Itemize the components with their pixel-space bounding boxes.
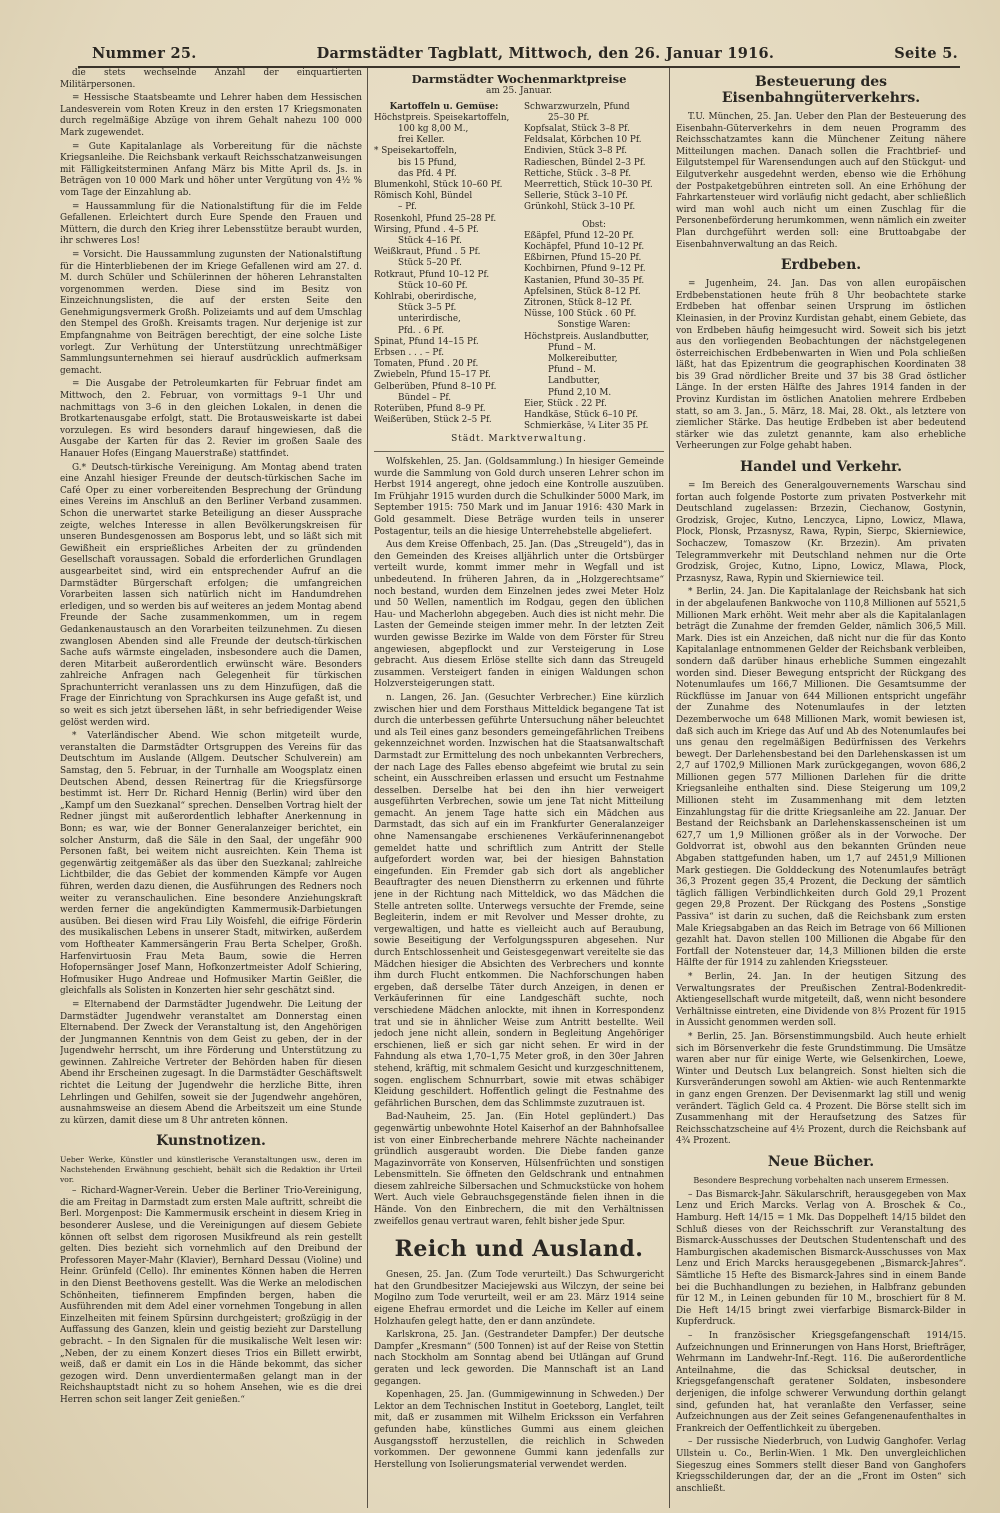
article-paragraph: Aus dem Kreise Offenbach, 25. Jan. (Das „Streugeld“), das in den Gemeinden des Kreises alljährlich unter die Ortsbürger verteilt wurde, kommt immer mehr in Wegfall und ist unbedeutend. In früheren Jahren, da in „Holzgerechtsame“ noch bestand, wurden dem Einzelnen jedes zwei Meter Holz und 50 Wellen, namentlich im Rodgau, gegen den üblichen Hau- und Macherlohn abgegeben. Auch dies ist nicht mehr. Die Lasten der Gemeinde steigen immer mehr. In der letzten Zeit wurden gewisse Bezirke im Walde von dem Förster für Streu angewiesen, abgepflockt und zur Versteigerung in Lose gebracht. Aus diesem Erlöse stellte sich dann das Streugeld zusammen. Versteigert fanden in einigen Waldungen schon Holzversteigerungen statt. <box>374 540 664 690</box>
market-price-line: Stück 4–16 Pf. <box>398 236 462 247</box>
regional-news-articles <box>374 457 664 1228</box>
article-paragraph: – Das Bismarck-Jahr. Säkularschrift, herausgegeben von Max Lenz und Erich Marcks. Verlag von A. Broschek & Co., Hamburg. Heft 14/15 = 1 Mk. Das Doppelheft 14/15 bildet den Schluß dieses von der Reichsschrift zur Veranstaltung des Bismarck-Ausschusses der Deutschen Studentenschaft und des Hamburgischen akademischen Bismarck-Ausschusses von Max Lenz und Erich Marcks herausgegebenen „Bismarck-Jahres“. Sämtliche 15 Hefte des Bismarck-Jahres sind in einem Bande bei die Buchhandlungen zu beziehen, in Halbfranz gebunden für 12 M., in Leinen gebunden für 10 M., broschiert für 8 M. Die Heft 14/15 bringt zwei vierfarbige Bismarck-Bilder in Kupferdruck. <box>676 1189 966 1328</box>
article-paragraph: * Vaterländischer Abend. Wie schon mitgeteilt wurde, veranstalten die Darmstädter Ortsgruppen des Vereins für das Deutschtum im Auslande (Allgem. Deutscher Schulverein) am Samstag, den 5. Februar, in der Turnhalle am Woogsplatz einen Deutschen Abend, dessen Reinertrag für die Kriegsfürsorge bestimmt ist. Herr Dr. Richard Hennig (Berlin) wird über den „Kampf um den Suezkanal“ sprechen. Denselben Vortrag hielt der Redner jüngst mit außerordentlich lebhafter Anerkennung in Bonn; es war, wie der Bonner Generalanzeiger berichtet, ein solcher Ansturm, daß die Säle in den Saal, der ungefähr 900 Personen faßt, bei weitem nicht ausreichten. Kein Thema ist gegenwärtig zeitgemäßer als das über den Suezkanal; zahlreiche Lichtbilder, die das Gebiet der kommenden Kämpfe vor Augen führen, werden dazu dienen, die Ausführungen des Redners noch weiter zu veranschaulichen. Eine besondere Anziehungskraft werden ferner die angekündigten Kammermusik-Darbietungen ausüben. Bei diesen wird Frau Lily Woisfehl, die eifrige Förderin des musikalischen Lebens in unserer Stadt, mitwirken, außerdem vom Hoftheater Kammersängerin Frau Berta Schelper, Großh. Harfenvirtuosin Frau Meta Baum, sowie die Herren Hofopernsänger Josef Mann, Hofkonzertmeister Adolf Schiering, Hofmusiker Hugo Andreae und Hofmusiker Martin Geißler, die gleichfalls als Solisten in Konzerten hier sehr geschätzt sind. <box>60 731 362 997</box>
article-paragraph: * Berlin, 24. Jan. Die Kapitalanlage der Reichsbank hat sich in der abgelaufenen Bankwoche von 110,8 Millionen auf 5521,5 Millionen Mark erhöht. Weit mehr aber als die Kapitalanlagen beträgt die Zunahme der fremden Gelder, nämlich 306,5 Mill. Mark. Dies ist ein Anzeichen, daß nicht nur die für das Konto Kapitalanlage entnommenen Gelder der Reichsbank verbleiben, sondern daß darüber hinaus erhebliche Summen eingezahlt worden sind. Dieser Bewegung entspricht der Rückgang des Notenumlaufes um 166,7 Millionen. Die Gesamtsumme der Rückflüsse im Januar von 644 Millionen entspricht ungefähr der Zunahme des Notenumlaufes in der letzten Dezemberwoche um 648 Millionen Mark, womit bewiesen ist, daß sich auch im Kriege das Auf und Ab des Notenumlaufes bei uns genau den regelmäßigen Bedürfnissen des Verkehrs bewegt. Der Darlehensbestand bei den Darlehenskassen ist um 2,7 auf 1702,9 Millionen Mark zurückgegangen, wovon 686,2 Millionen gegen 577 Millionen Darlehen für die dritte Kriegsanleihe enthalten sind. Diese Steigerung um 109,2 Millionen steht im Zusammenhang mit dem letzten Einzahlungstag für die dritte Kriegsanleihe am 22. Januar. Der Bestand der Reichsbank an Darlehenskassenscheinen ist um 627,7 um 1,9 Millionen größer als in der Vorwoche. Der Goldvorrat ist, obwohl aus den bekannten Gründen neue Abgaben stattgefunden haben, um 1,7 auf 2451,9 Millionen Mark gestiegen. Die Golddeckung des Notenumlaufes beträgt 36,3 Prozent gegen 35,4 Prozent, die Deckung der sämtlich täglich fälligen Verbindlichkeiten durch Gold 29,1 Prozent gegen 29,8 Prozent. Der Rückgang des Postens „Sonstige Passiva“ ist darin zu suchen, daß die Reichsbank zum ersten Male Kriegsabgaben an das Reich im Betrage von 66 Millionen gezahlt hat. Davon stellen 100 Millionen die Abgabe für den Fortfall der Notensteuer dar, 14,3 Millionen bilden die erste Hälfte der für 1914 zu zahlenden Kriegssteuer. <box>676 587 966 969</box>
market-price-line: – Pf. <box>398 202 417 213</box>
market-price-line: Roterüben, Pfund 8–9 Pf. <box>374 404 486 415</box>
market-price-line: Apfelsinen, Stück 8–12 Pf. <box>524 286 641 297</box>
market-price-line: Römisch Kohl, Bündel <box>374 191 473 202</box>
article-paragraph: G.* Deutsch-türkische Vereinigung. Am Montag abend traten eine Anzahl hiesiger Freunde der deutsch-türkischen Sache im Café Oper zu einer vorbereitenden Besprechung der Gründung eines Vereins im Anschluß an den Berliner Verband zusammen. Schon die unerwartet starke Beteiligung an dieser Aussprache zeigte, welches Interesse in allen Bevölkerungskreisen für unseren Bundesgenossen am Bosporus lebt, und so läßt sich mit Gewißheit ein ersprießliches Arbeiten der zu gründenden Gesellschaft voraussagen. Sobald die erforderlichen Grundlagen ausgearbeitet sind, wird ein entsprechender Aufruf an die Darmstädter Bürgerschaft erfolgen; die umfangreichen Vorarbeiten lassen sich natürlich nicht im Handumdrehen erledigen, und so werden bis auf weiteres an jedem Montag abend Freunde der Sache zusammenkommen, um in regem Gedankenaustausch an den Vorarbeiten teilzunehmen. Zu diesen zwanglosen Abenden sind alle Freunde der deutsch-türkischen Sache aufs wärmste eingeladen, insbesondere auch die Damen, deren Mitarbeit außerordentlich erwünscht wäre. Besonders zahlreiche Anfragen nach Gelegenheit für türkischen Sprachunterricht veranlassen uns zu dem Hinzufügen, daß die Frage der Einrichtung von Sprachkursen ins Auge gefaßt ist, und so weit es sich jetzt übersehen läßt, in sehr befriedigender Weise gelöst werden wird. <box>60 462 362 728</box>
market-price-line: Obst: <box>582 219 606 230</box>
article-paragraph: = Gute Kapitalanlage als Vorbereitung für die nächste Kriegsanleihe. Die Reichsbank verkauft Reichsschatzanweisungen mit Fälligkeitsterminen Anfang März bis Mitte April ds. Js. in Beträgen von 10 000 Mark und höher unter Vergütung von 4½ % vom Tage der Einzahlung ab. <box>60 141 362 198</box>
column-divider <box>669 68 670 1508</box>
column-divider <box>367 68 368 1508</box>
market-price-line: Stück 10–60 Pf. <box>398 280 468 291</box>
article-paragraph: – Der russische Niederbruch, von Ludwig Ganghofer. Verlag Ullstein u. Co., Berlin-Wien. 1 Mk. Den unvergleichlichen Siegeszug eines Sommers stellt dieser Band von Ganghofers Kriegsschilderungen dar, der an die „Front im Osten“ sich anschließt. <box>676 1437 966 1494</box>
market-price-line: Zwiebeln, Pfund 15–17 Pf. <box>374 370 491 381</box>
market-price-line: Kopfsalat, Stück 3–8 Pf. <box>524 124 630 134</box>
market-price-line: 25–30 Pf. <box>548 112 590 123</box>
market-price-line: Sellerie, Stück 3–10 Pf. <box>524 191 628 202</box>
article-paragraph: – In französischer Kriegsgefangenschaft 1914/15. Aufzeichnungen und Erinnerungen von Hans Horst, Briefträger, Wehrmann im Landwehr-Inf.-Regt. 116. Die außerordentliche Anteilnahme, die das Schicksal deutscher, in Kriegsgefangenschaft geratener Soldaten, insbesondere derjenigen, die infolge schwerer Verwundung dorthin gelangt sind, gefunden hat, hat veranlaßte den Verfasser, seine Aufzeichnungen aus der Zeit seines Gefangenenaufenthaltes in Frankreich der Oeffentlichkeit zu übergeben. <box>676 1331 966 1434</box>
column-3 <box>676 68 966 1508</box>
market-price-line: Rotkraut, Pfund 10–12 Pf. <box>374 269 490 280</box>
market-price-line: Kochbirnen, Pfund 9–12 Pf. <box>524 264 646 275</box>
market-price-line: Handkäse, Stück 6–10 Pf. <box>524 410 639 421</box>
market-price-line: unterirdische, <box>398 314 461 325</box>
market-column-vegetables <box>374 102 514 433</box>
market-price-line: Kochäpfel, Pfund 10–12 Pf. <box>524 242 645 253</box>
market-price-line: Sonstige Waren: <box>557 320 631 331</box>
market-price-line: das Pfd. 4 Pf. <box>398 168 457 179</box>
earthquake-article <box>676 279 966 453</box>
column-2 <box>374 68 664 1508</box>
article-paragraph: = Jugenheim, 24. Jan. Das von allen europäischen Erdbebenstationen heute früh 8 Uhr beobachtete starke Erdbeben hat offenbar seinen Ursprung im östlichen Kleinasien, in der Provinz Kurdistan gehabt, einem Gebiete, das von Erdbeben häufig heimgesucht wird. Soweit sich bis jetzt aus den vorliegenden Beobachtungen der nächstgelegenen österreichischen Erdbebenwarten in Wien und Pola schließen läßt, hat das Epizentrum die geographischen Koordinaten 38 bis 39 Grad nördlicher Breite und 37 bis 38 Grad östlicher Länge. In der ersten Hälfte des Jahres 1914 fanden in der Provinz Kurdistan im östlichen Anatolien mehrere Erdbeben statt, so am 3. Jan., 5. März, 18. Mai, 28. Okt., als letztere von ziemlicher Stärke. Das heutige Erdbeben ist aber bedeutend stärker wie das zuletzt genannte, kam also erhebliche Verheerungen zur Folge gehabt haben. <box>676 279 966 452</box>
newspaper-title-date: Darmstädter Tagblatt, Mittwoch, den 26. Januar 1916. <box>316 44 775 62</box>
market-price-line: Endivien, Stück 3–8 Pf. <box>524 146 628 157</box>
article-paragraph: = Elternabend der Darmstädter Jugendwehr. Die Leitung der Darmstädter Jugendwehr veranstaltet am Donnerstag einen Elternabend. Der Zweck der Veranstaltung ist, den Angehörigen der Jungmannen Kenntnis von dem Geist zu geben, der in der Jugendwehr herrscht, um ihre Förderung und Unterstützung zu gewinnen. Zahlreiche Vertreter der Behörden haben für diesen Abend ihr Erscheinen zugesagt. In die Darmstädter Geschäftswelt richtet die Leitung der Jugendwehr die herzliche Bitte, ihren Lehrlingen und Gehilfen, soweit sie der Jugendwehr angehören, ausnahmsweise an diesem Abend die Arbeitszeit um eine Stunde zu kürzen, damit diese um 8 Uhr antreten können. <box>60 999 362 1126</box>
article-paragraph: Gnesen, 25. Jan. (Zum Tode verurteilt.) Das Schwurgericht hat den Grundbesitzer Maciejewski aus Wilczyn, der seine bei Mogilno zum Tode verurteilt, weil er am 23. März 1914 seine eigene Ehefrau ermordet und die Leiche im Keller auf einem Holzhaufen gelegt hatte, den er dann anzündete. <box>374 1270 664 1327</box>
market-heading-vegetables: Kartoffeln u. Gemüse: <box>389 101 499 112</box>
market-price-line: Tomaten, Pfund . 20 Pf. <box>374 359 479 370</box>
market-price-line: Bündel – Pf. <box>398 392 452 403</box>
section-heading-neue-buecher: Neue Bücher. <box>767 1153 875 1170</box>
article-paragraph: = Im Bereich des Generalgouvernements Warschau sind fortan auch folgende Postorte zum privaten Postverkehr mit Deutschland zugelassen: Brzezin, Ciechanow, Gostynin, Grodzisk, Grojec, Kutno, Lenczyca, Lipno, Lowicz, Mlawa, Plock, Plonsk, Przasnysz, Rawa, Rypin, Sierpc, Skierniewice, Sochaczew, Tomaszow (Kr. Brzezin). Am privaten Telegrammverkehr mit Deutschland nehmen nur die Orte Grodzisk, Grojec, Kutno, Lipno, Lowicz, Mlawa, Plock, Przasnysz, Rawa, Rypin und Skierniewice teil. <box>676 481 966 584</box>
article-paragraph: die stets wechselnde Anzahl der einquartierten Militärpersonen. <box>60 68 362 90</box>
market-price-line: Höchstpreis. Speisekartoffeln, <box>374 112 510 123</box>
market-price-line: Erbsen . . . – Pf. <box>374 348 445 359</box>
article-paragraph: = Hessische Staatsbeamte und Lehrer haben dem Hessischen Landesverein vom Roten Kreuz in den ersten 17 Kriegsmonaten durch regelmäßige Abzüge von ihrem Gehalt nahezu 100 000 Mark zugewendet. <box>60 93 362 138</box>
market-prices-title: Darmstädter Wochenmarktpreise <box>411 72 627 86</box>
market-price-line: frei Keller. <box>398 135 445 146</box>
article-paragraph: Wolfskehlen, 25. Jan. (Goldsammlung.) In hiesiger Gemeinde wurde die Sammlung von Gold durch unseren Lehrer schon im Herbst 1914 angeregt, ohne jedoch eine Kontrolle auszuüben. Im Frühjahr 1915 wurden durch die Schulkinder 5000 Mark, im September 1915: 750 Mark und im Januar 1916: 430 Mark in Gold gesammelt. Diese Beträge wurden teils in unserer Postagentur, teils an die hiesige Unterrehebstelle abgeliefert. <box>374 457 664 537</box>
market-price-line: Eier, Stück . 22 Pf. <box>524 398 607 409</box>
market-price-line: Pfund 2,10 M. <box>548 387 612 398</box>
market-price-line: Stück 3–5 Pf. <box>398 303 457 314</box>
market-price-line: Grünkohl, Stück 3–10 Pf. <box>524 202 636 213</box>
market-price-line: Pfund – M. <box>548 365 596 376</box>
market-price-line: Wirsing, Pfund . 4–5 Pf. <box>374 224 479 235</box>
article-paragraph: n. Langen, 26. Jan. (Gesuchter Verbrecher.) Eine kürzlich zwischen hier und dem Forsthaus Mitteldick begangene Tat ist durch die unterbessen geführte Untersuchung näher beleuchtet und als Teil eines ganz besonders gemeingefährlichen Treibens gekennzeichnet worden. Inzwischen hat die Staatsanwaltschaft Darmstadt zur Ermittelung des noch unbekannten Verbrechers, der nach Lage des Falles ebenso abgefeimt wie brutal zu sein scheint, ein Ausschreiben erlassen und ersucht um Festnahme desselben. Derselbe hat bei den ihn hier verweigert ausgeführten Verbrechen, sowie um jene Tat nicht Mitteilung gemacht. An jenem Tage hatte sich ein Mädchen aus Darmstadt, das sich auf ein im Frankfurter Generalanzeiger ohne Namensangabe erschienenes Verkäuferinnenangebot gemeldet hatte und schriftlich zum Antritt der Stelle aufgefordert worden war, bei der hiesigen Bahnstation eingefunden. Ein Fremder gab sich dort als angeblicher Beauftragter des neuen Dienstherrn zu erkennen und führte jene in der Richtung nach Mitteldick, wo das Mädchen die Stelle antreten sollte. Unterwegs versuchte der Fremde, seine Begleiterin, indem er mit Revolver und Messer drohte, zu vergewaltigen, und hatte es vielleicht auch auf Beraubung, sowie Beseitigung der Verfolgungsspuren abgesehen. Nur durch Entschlossenheit und Geistesgegenwart vereitelte sie das Mädchen hiesiger die Absichten des Verbrechers und konnte ihm durch Flucht entkommen. Die Nachforschungen haben ergeben, daß derselbe Täter durch Anzeigen, in denen er Verkäuferinnen für eine Landgeschäft suchte, noch verschiedene Mädchen anlockte, mit ihnen in Korrespondenz trat und sie in ähnlicher Weise zum Antritt bestellte. Weil jedoch jene nicht allein, sondern in Begleitung Angehöriger erschienen, ließ er sich gar nicht sehen. Er wird in der Fahndung als etwa 1,70–1,75 Meter groß, in den 30er Jahren stehend, kräftig, mit schmalem Gesicht und kurzgeschnittenem, sogen. englischem Schnurrbart, sowie mit etwas schäbiger Kleidung geschildert. Hoffentlich gelingt die Festnahme des gefährlichen Burschen, dem das Schlimmste zuzutrauen ist. <box>374 692 664 1109</box>
market-price-line: Rosenkohl, Pfund 25–28 Pf. <box>374 213 497 224</box>
article-paragraph: Bad-Nauheim, 25. Jan. (Ein Hotel geplündert.) Das gegenwärtig unbewohnte Hotel Kaiserhof an der Bahnhofsallee ist von einer Einbrecherbande mehrere Nächte nacheinander gründlich ausgeraubt worden. Die Diebe fanden ganze Magazinvorräte von Konserven, Hülsenfrüchten und sonstigen Lebensmitteln. Sie öffneten den Geldschrank und entnahmen diesem zahlreiche Silbersachen und Schmuckstücke von hohem Wert. Auch viele Gebrauchsgegenstände fielen ihnen in die Hände. Von den Einbrechern, die mit den Verhältnissen zweifellos genau vertraut waren, fehlt bisher jede Spur. <box>374 1112 664 1227</box>
market-price-line: Nüsse, 100 Stück . 60 Pf. <box>524 309 637 320</box>
market-price-line: Stück 5–20 Pf. <box>398 258 462 269</box>
editorial-disclaimer: Ueber Werke, Künstler und künstlerische Veranstaltungen usw., deren im Nachstehenden Erwähnung geschieht, behält sich die Redaktion ihr Urteil vor. <box>60 1155 362 1184</box>
page-header <box>92 40 958 66</box>
divider <box>374 451 664 452</box>
market-price-line: Meerrettich, Stück 10–30 Pf. <box>524 180 653 191</box>
market-price-line: Molkereibutter, <box>548 354 618 365</box>
market-column-fruit-other <box>524 102 664 433</box>
market-price-line: Spinat, Pfund 14–15 Pf. <box>374 336 479 347</box>
article-paragraph: = Haussammlung für die Nationalstiftung für die im Felde Gefallenen. Erleichtert durch Eure Spende den Frauen und Müttern, die durch den Krieg ihrer Lebensstütze beraubt wurden, ihr schweres Los! <box>60 201 362 247</box>
market-price-line: Feldsalat, Körbchen 10 Pf. <box>524 135 642 146</box>
section-heading-handel-und-verkehr: Handel und Verkehr. <box>740 459 902 476</box>
tax-article <box>676 112 966 251</box>
page-number: Seite 5. <box>894 44 958 62</box>
market-price-line: 100 kg 8,00 M., <box>398 124 469 134</box>
market-price-line: Rettiche, Stück . 3–8 Pf. <box>524 168 632 179</box>
books-subheading: Besondere Besprechung vorbehalten nach unserem Ermessen. <box>693 1175 949 1185</box>
local-news-articles <box>60 68 362 1127</box>
market-price-line: Zitronen, Stück 8–12 Pf. <box>524 298 633 309</box>
market-price-line: Blumenkohl, Stück 10–60 Pf. <box>374 180 503 191</box>
market-price-line: Pfund – M. <box>548 342 596 353</box>
market-price-line: Höchstpreis. Auslandbutter, <box>524 331 650 342</box>
article-paragraph: = Vorsicht. Die Haussammlung zugunsten der Nationalstiftung für die Hinterbliebenen der im Kriege Gefallenen wird am 27. d. M. durch Schüler und Schülerinnen der höheren Lehranstalten vorgenommen werden. Diese sind im Besitz von Einzeichnungslisten, die auf der ersten Seite den Genehmigungsvermerk Großh. Polizeiamts und auf dem Umschlag den Stempel des Großh. Kreisamts tragen. Nur derjenige ist zur Empfangnahme von Beiträgen berechtigt, der eine solche Liste vorlegt. Zur Verhütung der Unterstützung unrechtmäßiger Sammlungsunternehmen sei hierauf ausdrücklich aufmerksam gemacht. <box>60 249 362 376</box>
section-heading-erdbeben: Erdbeben. <box>780 257 862 274</box>
article-paragraph: Karlskrona, 25. Jan. (Gestrandeter Dampfer.) Der deutsche Dampfer „Kresmann“ (500 Tonnen) ist auf der Reise von Stettin nach Stockholm am Sonntag abend bei Utlängan auf Grund geraten und leck geworden. Die Mannschaft ist an Land gegangen. <box>374 1330 664 1387</box>
trade-articles <box>676 481 966 1148</box>
books-articles <box>676 1190 966 1495</box>
market-price-line: Eßbirnen, Pfund 15–20 Pf. <box>524 253 642 264</box>
issue-number: Nummer 25. <box>92 44 197 62</box>
market-price-line: Eßäpfel, Pfund 12–20 Pf. <box>524 230 635 241</box>
art-notes-articles <box>60 1186 362 1406</box>
column-1 <box>60 68 362 1508</box>
article-paragraph: * Berlin, 24. Jan. In der heutigen Sitzung des Verwaltungsrates der Preußischen Zentral-Bodenkredit-Aktiengesellschaft wurde mitgeteilt, daß, wenn nicht besondere Verhältnisse eintreten, eine Dividende von 8⅓ Prozent für 1915 in Aussicht genommen werden soll. <box>676 971 966 1029</box>
market-price-line: Landbutter, <box>548 376 600 387</box>
article-paragraph: = Die Ausgabe der Petroleumkarten für Februar findet am Mittwoch, den 2. Februar, von vormittags 9–1 Uhr und nachmittags von 3–6 in den gleichen Lokalen, in denen die Brotkartenausgabe erfolgt, statt. Die Brotausweiskarte ist dabei vorzulegen. Es wird besonders darauf hingewiesen, daß die Ausgabe der Karten für das 2. Revier im großen Saale des Hanauer Hofes (Eingang Mauerstraße) stattfindet. <box>60 379 362 459</box>
article-paragraph: T.U. München, 25. Jan. Ueber den Plan der Besteuerung des Eisenbahn-Güterverkehrs in dem neuen Programm des Reichsschatzamtes kann die Münchener Zeitung nähere Mitteilungen machen. Danach sollen die Frachtbrief- und Eilgutstempel für Warensendungen auch auf den Stückgut- und Eilgutverkehr ausgedehnt werden, ebenso wie die Erhöhung der Postpaketgebühren eintreten soll. An eine Erhöhung der Fahrkartensteuer wird vorläufig nicht gedacht, aber schließlich wird man wohl auch nicht um einen Zuschlag für die Personenbeförderung herumkommen, wenn nämlich ein zweiter Plan durchgeführt werden soll: eine Bruttoabgabe der Eisenbahnverwaltung an das Reich. <box>676 112 966 250</box>
market-price-table <box>374 102 664 433</box>
section-heading-besteuerung: Besteuerung des Eisenbahngüterverkehrs. <box>721 74 921 106</box>
section-heading-reich-und-ausland: Reich und Ausland. <box>394 1236 644 1263</box>
market-price-line: Schmierkäse, ¼ Liter 35 Pf. <box>524 421 649 432</box>
market-prices-date: am 25. Januar. <box>485 86 553 96</box>
market-footer: Städt. Marktverwaltung. <box>451 434 587 445</box>
article-paragraph: Kopenhagen, 25. Jan. (Gummigewinnung in Schweden.) Der Lektor an dem Technischen Institut in Goeteborg, Langlet, teilt mit, daß er zusammen mit Wilhelm Ericksson ein Verfahren gefunden habe, künstliches Gummi aus einem gleichen Ausgangsstoff herzustellen, die reichlich in Schweden vorkommen. Der gewonnene Gummi kann jedenfalls zur Herstellung von Isolierungsmaterial verwendet werden. <box>374 1390 664 1470</box>
market-price-line: Kastanien, Pfund 30–35 Pf. <box>524 275 645 286</box>
section-heading-kunstnotizen: Kunstnotizen. <box>156 1133 266 1150</box>
market-price-line: Kohlrabi, oberirdische, <box>374 292 477 303</box>
article-paragraph: * Berlin, 25. Jan. Börsenstimmungsbild. Auch heute erhielt sich im Börsenverkehr die feste Grundstimmung. Die Umsätze waren aber nur für einige Werte, wie Gelsenkirchen, Loewe, Winter und Deutsch Lux belangreich. Sonst hielten sich die Kursveränderungen sowohl am Aktien- wie auch Rentenmarkte in ganz engen Grenzen. Der Devisenmarkt lag still und wenig verändert. Täglich Geld ca. 4 Prozent. Die Börse stellt sich im Zusammenhang mit der Heraufsetzung des Satzes für Reichsschatzscheine auf 4½ Prozent, durch die Reichsbank auf 4¾ Prozent. <box>676 1031 966 1147</box>
market-price-line: * Speisekartoffeln, <box>374 146 457 157</box>
foreign-news-articles <box>374 1270 664 1471</box>
market-price-line: Weißkraut, Pfund . 5 Pf. <box>374 247 481 258</box>
market-price-line: Schwarzwurzeln, Pfund <box>524 101 630 112</box>
market-price-line: Gelberüben, Pfund 8–10 Pf. <box>374 381 497 392</box>
market-price-line: Pfd. . 6 Pf. <box>398 325 445 336</box>
article-paragraph: – Richard-Wagner-Verein. Ueber die Berliner Trio-Vereinigung, die am Freitag in Darmstadt zum ersten Male auftritt, schreibt die Berl. Morgenpost: Die Kammermusik erscheint in diesem Krieg in besonderer Auslese, und die Vereinigungen auf diesem Gebiete können oft selbst dem rigorosen Musikfreund als rein gestellt gelten. Dies bezieht sich vornehmlich auf den Dreibund der Professoren Mayer-Mahr (Klavier), Bernhard Dessau (Violine) und Heinr. Grünfeld (Cello). Ihr eminentes Können haben die Herren in den Dienst Beethovens gestellt. Was die Werke an melodischen Schönheiten, tiefinnerem Empfinden bergen, haben die Ausführenden mit dem Adel einer vornehmen Tongebung in allen Einzelheiten mit feinem Spürsinn durchgeistert; großzügig in der Auffassung des Ganzen, klein und geistig bezieht zur Darstellung gebracht. – In den Signalen für die musikalische Welt lesen wir: „Neben, der zu einem Konzert dieses Trios ein Billett erwirbt, weiß, daß er damit ein Los in die Hände bekommt, das sicher gezogen wird. Denn unverdientermaßen gelangt man in der Reichshauptstadt nicht zu so hohem Ansehen, wie es die drei Herren schon seit langer Zeit genießen.“ <box>60 1186 362 1405</box>
market-price-line: Radieschen, Bündel 2–3 Pf. <box>524 157 646 168</box>
market-price-line: Weißerüben, Stück 2–5 Pf. <box>374 415 492 426</box>
market-price-line: bis 15 Pfund, <box>398 157 457 168</box>
